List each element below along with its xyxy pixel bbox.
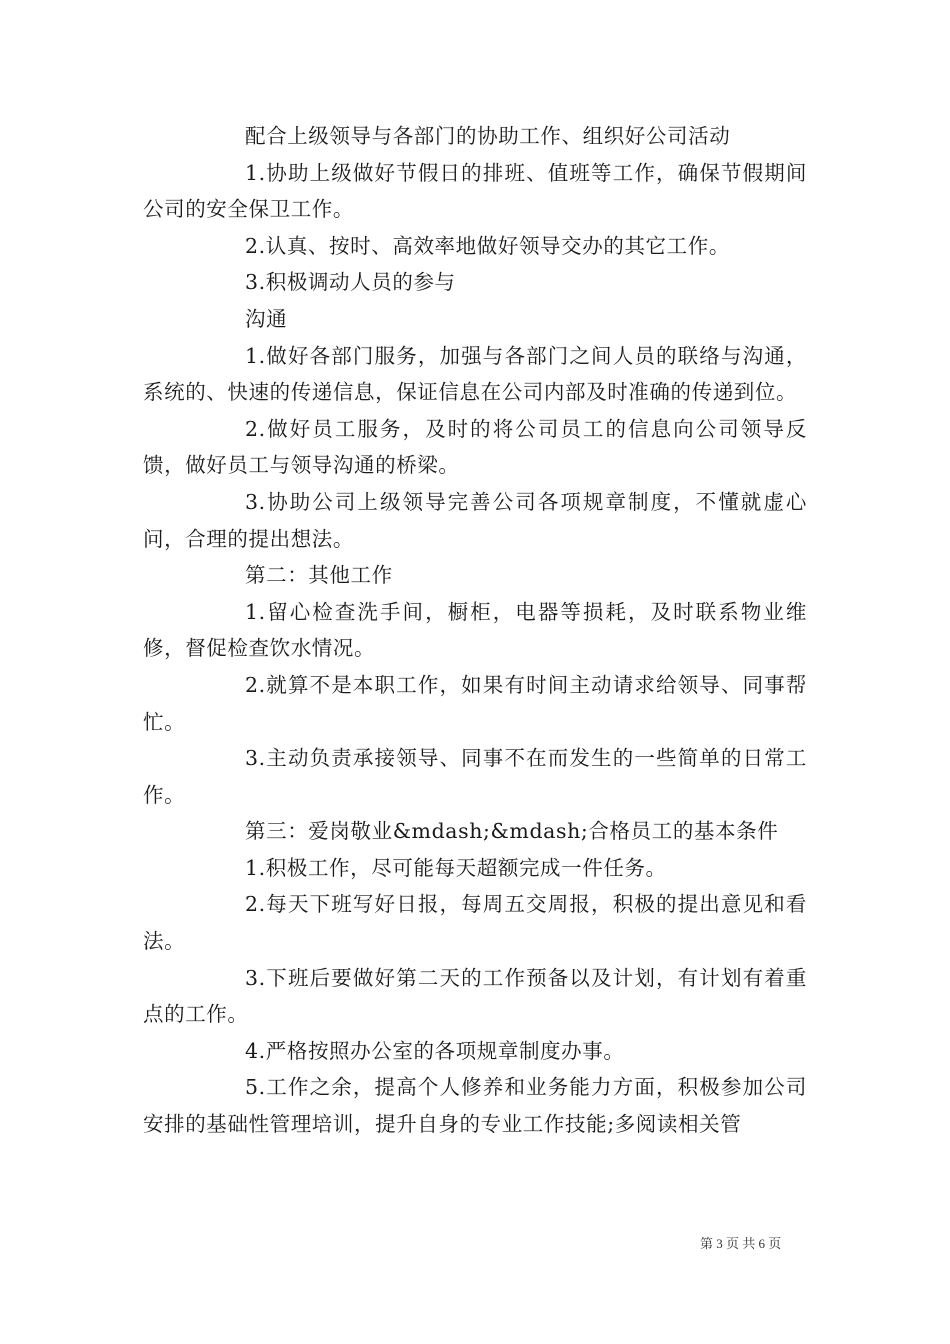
paragraph: 3.协助公司上级领导完善公司各项规章制度，不懂就虚心问，合理的提出想法。 [143,489,807,551]
paragraph: 3.积极调动人员的参与 [245,270,456,295]
paragraph: 3.主动负责承接领导、同事不在而发生的一些简单的日常工作。 [143,746,807,807]
paragraph: 沟通 [245,306,288,331]
paragraph: 2.做好员工服务，及时的将公司员工的信息向公司领导反馈，做好员工与领导沟通的桥梁。 [143,416,807,478]
paragraph: 2.每天下班写好日报，每周五交周报，积极的提出意见和看法。 [143,892,807,954]
paragraph: 3.下班后要做好第二天的工作预备以及计划，有计划有着重点的工作。 [143,965,807,1027]
paragraph: 5.工作之余，提高个人修养和业务能力方面，积极参加公司安排的基础性管理培训，提升自身的专业工作技能;多阅读相关管 [143,1075,807,1137]
paragraph: 2.就算不是本职工作，如果有时间主动请求给领导、同事帮忙。 [143,672,807,734]
paragraph: 4.严格按照办公室的各项规章制度办事。 [245,1038,625,1063]
paragraph: 配合上级领导与各部门的协助工作、组织好公司活动 [245,124,731,148]
page-number-footer: 第 3 页 共 6 页 [700,1236,782,1251]
document-body [143,118,807,1143]
paragraph: 1.积极工作，尽可能每天超额完成一件任务。 [245,855,667,880]
paragraph: 1.留心检查洗手间，橱柜，电器等损耗，及时联系物业维修，督促检查饮水情况。 [143,599,807,661]
section-heading: 第二：其他工作 [245,563,393,588]
paragraph: 2.认真、按时、高效率地做好领导交办的其它工作。 [245,233,730,258]
paragraph: 1.协助上级做好节假日的排班、值班等工作，确保节假期间公司的安全保卫工作。 [143,160,807,222]
section-heading: 第三：爱岗敬业&mdash;&mdash;合格员工的基本条件 [245,819,779,844]
paragraph: 1.做好各部门服务，加强与各部门之间人员的联络与沟通，系统的、快速的传递信息，保证信息在公司内部及时准确的传递到位。 [143,343,807,405]
